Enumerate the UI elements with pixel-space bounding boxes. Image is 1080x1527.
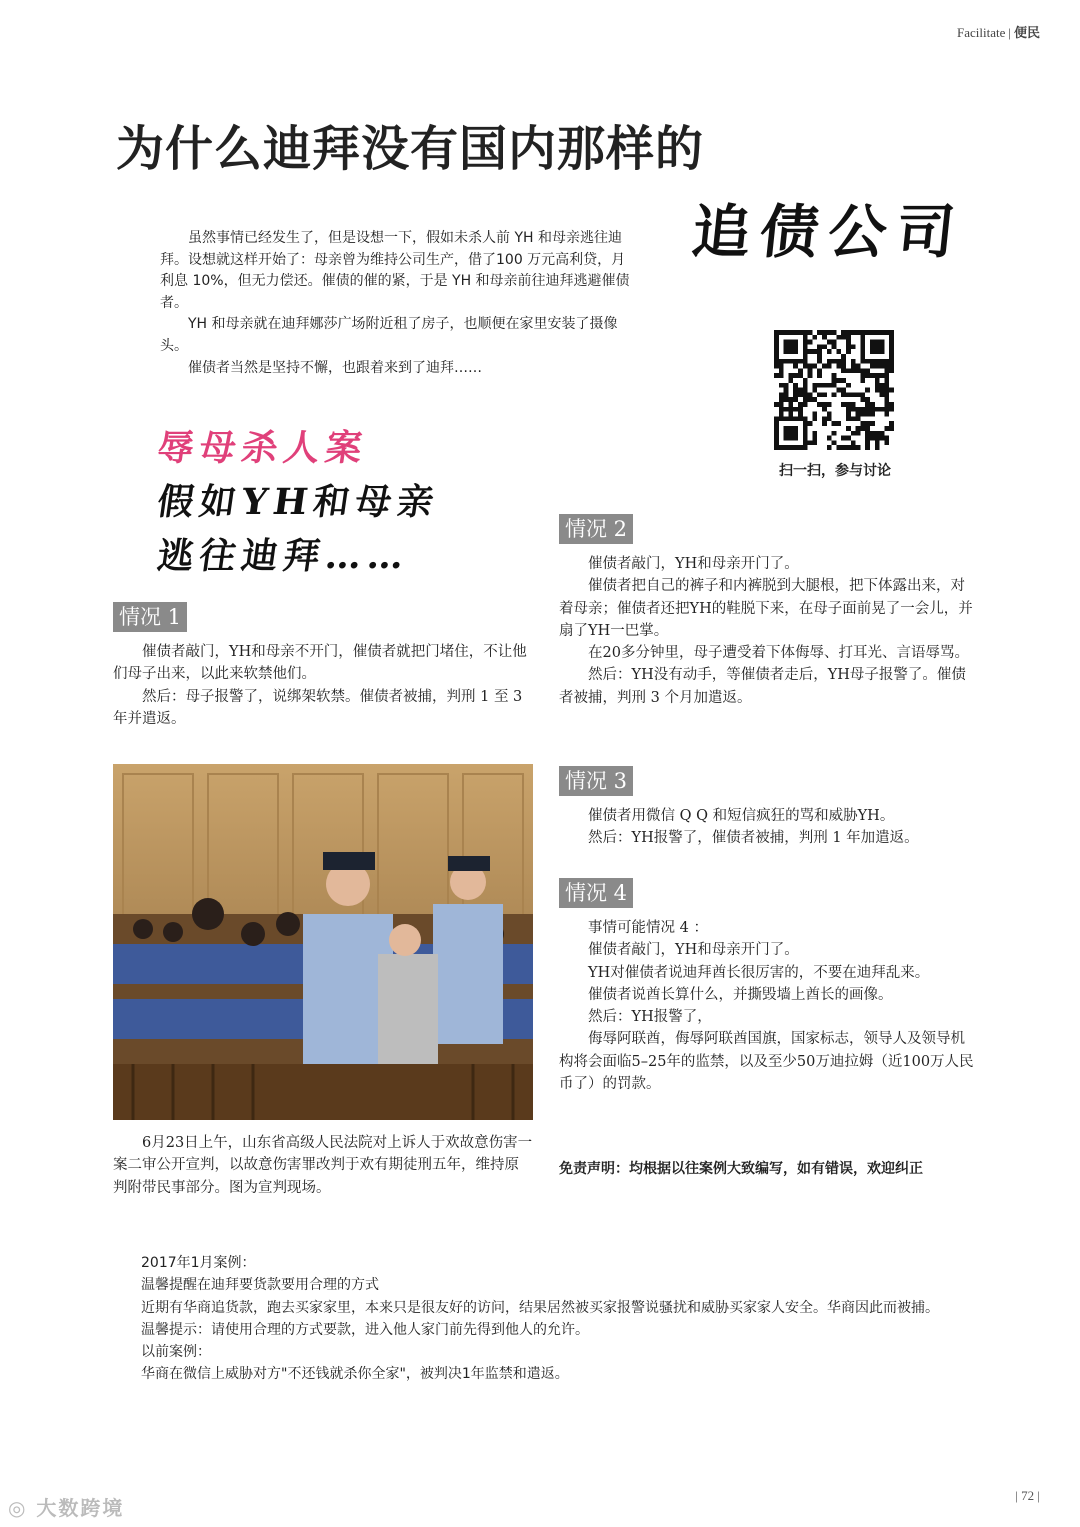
note-line: 华商在微信上威胁对方"不还钱就杀你全家"，被判决1年监禁和遣返。 <box>141 1366 569 1383</box>
paragraph: 催债者把自己的裤子和内裤脱到大腿根，把下体露出来，对着母亲；催债者还把YH的鞋脱下来，在母子面前晃了一会儿，并扇了YH一巴掌。 <box>559 578 973 639</box>
situation-1-tag <box>113 602 187 632</box>
paragraph: 催债者敲门，YH和母亲开门了。 <box>588 556 799 572</box>
paragraph: 然后：YH报警了，催债者被捕，判刑 1 年加遣返。 <box>588 830 919 847</box>
courtroom-photo <box>113 764 533 1120</box>
courtroom-photo-graphic <box>113 764 533 1120</box>
situation-4-text <box>559 917 979 1095</box>
article-title-brush: 追债公司 <box>688 198 969 266</box>
intro-paragraph: 虽然事情已经发生了，但是设想一下，假如未杀人前 YH 和母亲逃往迪拜。设想就这样开始了：母亲曾为维持公司生产，借了100 万元高利贷，月利息 10%，但无力偿还。催债的催的紧，于是 YH 和母亲前往迪拜逃避催债者。 <box>160 230 630 311</box>
paragraph: YH对催债者说迪拜酋长很厉害的，不要在迪拜乱来。 <box>588 964 930 981</box>
note-line: 以前案例： <box>141 1344 211 1361</box>
watermark-text: 大数跨境 <box>36 1496 125 1520</box>
note-line: 近期有华商追货款，跑去买家家里，本来只是很友好的访问，结果居然被买家报警说骚扰和威胁买家家人安全。华商因此而被捕。 <box>141 1299 939 1316</box>
qr-finder-pattern <box>774 416 808 450</box>
section-header <box>957 22 1040 41</box>
paragraph: 侮辱阿联酋，侮辱阿联酋国旗，国家标志，领导人及领导机构将会面临5–25年的监禁，以及至少50万迪拉姆（近100万人民币了）的罚款。 <box>559 1031 974 1093</box>
case-subheading: 假如YH和母亲 <box>154 481 443 523</box>
tag-label: 情况 1 <box>113 602 187 632</box>
paragraph: 催债者敲门，YH和母亲开门了。 <box>588 942 799 959</box>
article-title: 为什么迪拜没有国内那样的 <box>116 121 705 177</box>
paragraph: 然后：YH没有动手，等催债者走后，YH母子报警了。催债者被捕，判刑 3 个月加遣返。 <box>559 667 966 706</box>
intro-paragraph: YH 和母亲就在迪拜娜莎广场附近租了房子，也顺便在家里安装了摄像头。 <box>160 316 618 354</box>
tag-label: 情况 2 <box>559 514 633 544</box>
watermark-icon: ◎ <box>8 1496 28 1520</box>
qr-finder-pattern <box>860 330 894 364</box>
divider: | <box>1008 25 1011 40</box>
case-heading: 辱母杀人案 <box>154 427 371 469</box>
paragraph: 在20多分钟里，母子遭受着下体侮辱、打耳光、言语辱骂。 <box>588 645 969 662</box>
qr-caption: 扫一扫，参与讨论 <box>779 463 891 479</box>
situation-3-tag <box>559 766 633 796</box>
paragraph: 然后：母子报警了，说绑架软禁。催债者被捕，判刑 1 至 3 年并遣返。 <box>113 688 523 727</box>
situation-3-text <box>559 805 979 850</box>
intro-paragraph: 催债者当然是坚持不懈，也跟着来到了迪拜…… <box>188 359 482 376</box>
paragraph: 事情可能情况 4 ： <box>588 920 708 936</box>
intro-text <box>160 228 630 379</box>
page-number: | 72 | <box>1015 1488 1040 1503</box>
paragraph: 然后：YH报警了， <box>588 1009 712 1026</box>
notes-section <box>113 1252 979 1386</box>
paragraph: 催债者说酋长算什么，并撕毁墙上酋长的画像。 <box>588 986 893 1003</box>
qr-code-graphic <box>774 330 894 450</box>
photo-caption: 6月23日上午，山东省高级人民法院对上诉人于欢故意伤害一案二审公开宣判，以故意伤害罪改判于欢有期徒刑五年，维持原判附带民事部分。图为宣判现场。 <box>113 1135 533 1196</box>
note-line: 温馨提示：请使用合理的方式要款，进入他人家门前先得到他人的允许。 <box>141 1321 589 1338</box>
paragraph: 催债者用微信 Q Q 和短信疯狂的骂和威胁YH。 <box>588 808 895 824</box>
situation-4-tag <box>559 878 633 908</box>
section-label-cn: 便民 <box>1013 26 1040 41</box>
watermark-logo <box>8 1492 124 1521</box>
situation-2-tag <box>559 514 633 544</box>
tag-label: 情况 4 <box>559 878 633 908</box>
note-line: 2017年1月案例： <box>141 1255 256 1271</box>
note-line: 温馨提醒在迪拜要货款要用合理的方式 <box>141 1277 379 1294</box>
situation-2-text <box>559 553 979 709</box>
case-subheading: 逃往迪拜…… <box>154 535 413 577</box>
qr-code[interactable] <box>774 330 894 450</box>
situation-1-text <box>113 641 533 730</box>
qr-finder-pattern <box>774 330 808 364</box>
page-number-value: 72 <box>1021 1488 1035 1503</box>
tag-label: 情况 3 <box>559 766 633 796</box>
disclaimer: 免责声明：均根据以往案例大致编写，如有错误，欢迎纠正 <box>559 1161 923 1177</box>
paragraph: 催债者敲门，YH和母亲不开门，催债者就把门堵住，不让他们母子出来，以此来软禁他们。 <box>113 644 527 683</box>
section-label-en: Facilitate <box>957 25 1006 40</box>
